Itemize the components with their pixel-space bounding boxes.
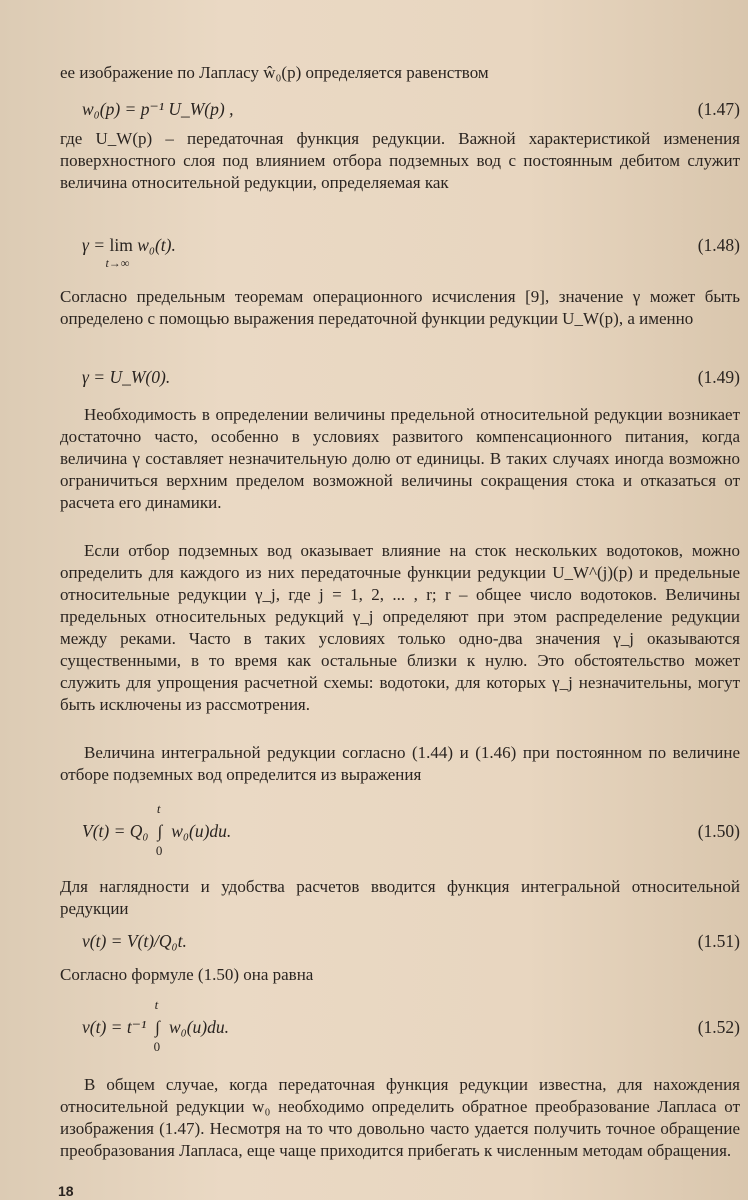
equation-1-52-upper-limit: t — [154, 997, 159, 1012]
equation-1-48-number: (1.48) — [697, 235, 740, 255]
equation-1-51-body: v(t) = V(t)/Q₀t. — [82, 931, 187, 951]
equation-1-51-number: (1.51) — [697, 931, 740, 951]
paragraph-limit-theorems: Согласно предельным теоремам операционного исчисления [9], значение γ может быть определено с помощью выражения передаточной функции редукции U_W(p), а именно — [60, 287, 740, 328]
paragraph-necessity: Необходимость в определении величины предельной относительной редукции возникает достаточно часто, особенно в условиях развитого компенсационного питания, когда величина γ составляет незначительную долю от единицы. В таких случаях иногда возможно ограничиться верхним пределом возможной величины сокращения стока и отказаться от расчета его динамики. — [60, 405, 740, 512]
page-number: 18 — [58, 1183, 74, 1199]
equation-1-50-integrand: w₀(u)du. — [171, 821, 232, 841]
equation-1-52-integrand: w₀(u)du. — [168, 1017, 229, 1037]
equation-1-47 — [82, 96, 740, 122]
paragraph-general-case: В общем случае, когда передаточная функция редукции известна, для нахождения относительной редукции w₀ необходимо определить обратное преобразование Лапласа от изображения (1.47). Несмотря на то что довольно часто удается получить точное обращение преобразования Лапласа, еще чаще приходится прибегать к численным методам обращения. — [60, 1075, 740, 1160]
equation-1-50-lower-limit: 0 — [155, 843, 163, 858]
equation-1-47-number: (1.47) — [697, 99, 740, 119]
equation-1-48-limit-subscript: t→∞ — [105, 256, 130, 270]
equation-1-49 — [82, 364, 740, 390]
paragraph-visualization: Для наглядности и удобства расчетов вводится функция интегральной относительной редукции — [60, 877, 740, 918]
paragraph-intro: ее изображение по Лапласу ŵ₀(p) определяется равенством — [60, 63, 489, 82]
equation-1-50-number: (1.50) — [697, 821, 740, 841]
equation-1-49-body: γ = U_W(0). — [82, 367, 171, 387]
equation-1-52-lower-limit: 0 — [153, 1039, 161, 1054]
equation-1-47-body: w₀(p) = p⁻¹ U_W(p) , — [82, 99, 234, 119]
paragraph-transfer-function: где U_W(p) – передаточная функция редукции. Важной характеристикой изменения поверхностного слоя под влиянием отбора подземных вод с постоянным дебитом служит величина относительной редукции, определяемая как — [60, 129, 740, 192]
equation-1-50: V(t) = Q₀ ∫ t 0 w₀(u)du. (1.50) — [82, 818, 740, 844]
paragraph-multiple-streams: Если отбор подземных вод оказывает влияние на сток нескольких водотоков, можно определить для каждого из них передаточные функции редукции U_W^(j)(p) и предельные относительные редукции γ_j, где j = 1, 2, ... , r; r – общее число водотоков. Величины предельных относительных редукций γ_j определяют при этом распределение редукции между реками. Часто в таких условиях только одно-два значения γ_j оказываются существенными, в то время как остальные близки к нулю. Это обстоятельство может служить для упрощения расчетной схемы: водотоки, для которых γ_j незначительны, могут быть исключены из рассмотрения. — [60, 541, 740, 714]
equation-1-50-upper-limit: t — [156, 801, 161, 816]
equation-1-52-number: (1.52) — [697, 1017, 740, 1037]
equation-1-49-number: (1.49) — [697, 367, 740, 387]
paragraph-integral-reduction: Величина интегральной редукции согласно (1.44) и (1.46) при постоянном по величине отборе подземных вод определится из выражения — [60, 743, 740, 784]
equation-1-48-gamma: γ = — [82, 235, 106, 255]
equation-1-48 — [82, 232, 740, 270]
equation-1-52-left: v(t) = t⁻¹ — [82, 1017, 147, 1037]
equation-1-51 — [82, 928, 740, 954]
equation-1-50-left: V(t) = Q₀ — [82, 821, 149, 841]
paragraph-formula-ref: Согласно формуле (1.50) она равна — [60, 965, 314, 984]
equation-1-48-lim: lim — [109, 235, 133, 255]
equation-1-48-expr: w₀(t). — [137, 235, 176, 255]
equation-1-52: v(t) = t⁻¹ ∫ t 0 w₀(u)du. (1.52) — [82, 1014, 740, 1040]
